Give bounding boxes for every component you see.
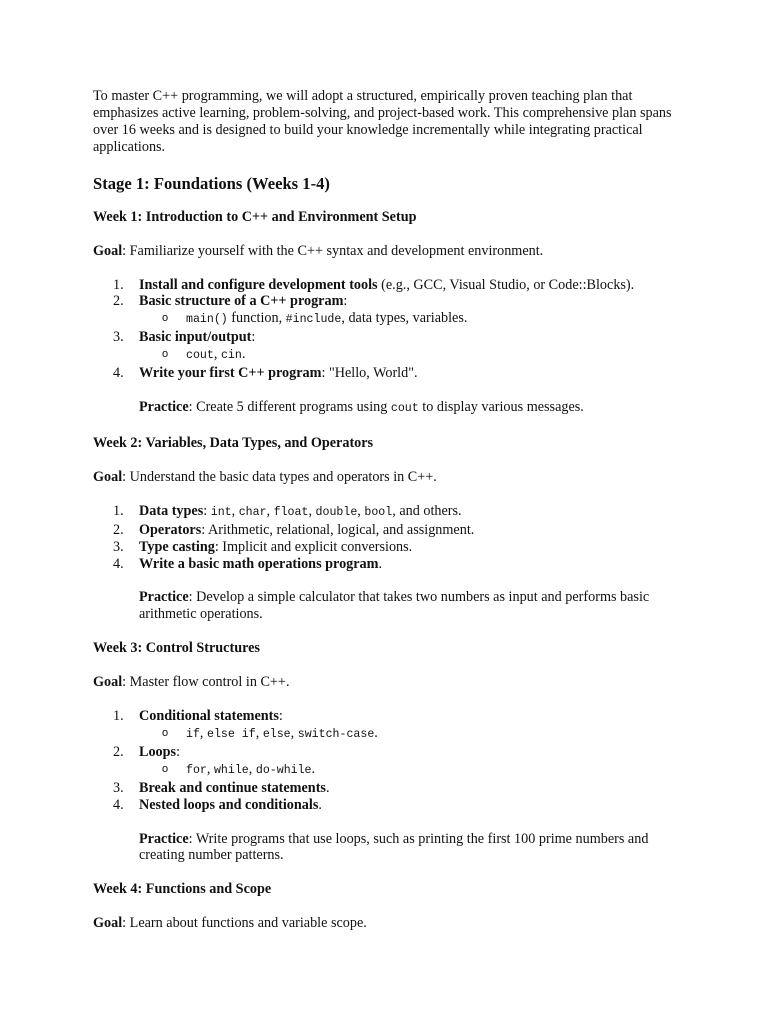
sub-item-text: , data types, variables. <box>341 310 468 327</box>
item-text: : <box>343 293 348 310</box>
sub-list-item <box>139 310 693 329</box>
separator: , <box>290 725 295 742</box>
item-text: . <box>325 779 330 796</box>
item-title: Loops <box>139 743 177 760</box>
code-snippet: while <box>213 763 249 777</box>
week-4-goal <box>93 915 693 932</box>
separator: . <box>311 760 316 777</box>
item-text: : <box>203 502 211 519</box>
item-number: 2. <box>113 293 124 310</box>
sub-list <box>139 725 693 744</box>
item-title: Write a basic math operations program <box>139 555 379 572</box>
list-item <box>93 329 693 365</box>
code-snippet: switch-case <box>297 728 375 742</box>
separator: , <box>206 760 211 777</box>
week-3-heading: Week 3: Control Structures <box>93 640 260 657</box>
bullet-icon: o <box>162 312 169 325</box>
week-1-list <box>93 277 693 382</box>
code-snippet: char <box>238 505 267 519</box>
week-2-heading: Week 2: Variables, Data Types, and Operators <box>93 434 374 451</box>
separator: , <box>248 760 253 777</box>
code-snippet: for <box>186 763 207 777</box>
week-3-goal <box>93 674 693 691</box>
list-item <box>93 780 693 797</box>
list-item <box>93 539 693 556</box>
week-3-list <box>93 708 693 813</box>
week-3-practice <box>139 831 693 865</box>
item-title: Break and continue statements <box>139 779 326 796</box>
practice-text: to display various messages. <box>418 398 584 415</box>
item-text: : <box>278 708 283 725</box>
item-title: Type casting <box>139 538 215 555</box>
list-item <box>93 708 693 744</box>
list-item <box>93 522 693 539</box>
separator: , <box>266 502 271 519</box>
item-text: , and others. <box>392 502 462 519</box>
bullet-icon: o <box>162 348 169 361</box>
week-2-goal-text: : Understand the basic data types and operators in C++. <box>122 468 437 485</box>
code-snippet: else <box>262 728 291 742</box>
sub-list <box>139 761 693 780</box>
separator: . <box>241 346 246 363</box>
code-snippet: if <box>186 728 200 742</box>
item-title: Conditional statements <box>139 708 279 725</box>
item-title: Install and configure development tools <box>139 276 378 293</box>
goal-label: Goal <box>93 242 123 259</box>
item-text: . <box>378 555 383 572</box>
item-title: Data types <box>139 502 204 519</box>
item-title: Basic structure of a C++ program <box>139 293 344 310</box>
separator: , <box>231 502 236 519</box>
list-item <box>93 797 693 814</box>
code-snippet: #include <box>285 313 342 327</box>
stage-1-heading: Stage 1: Foundations (Weeks 1-4) <box>93 173 330 193</box>
practice-text: : Write programs that use loops, such as printing the first 100 prime numbers and creating number patterns. <box>139 830 649 864</box>
separator: , <box>199 725 204 742</box>
code-snippet: cin <box>220 349 242 363</box>
week-1-goal <box>93 243 693 260</box>
code-snippet: cout <box>186 349 214 363</box>
practice-label: Practice <box>139 398 189 415</box>
item-title: Operators <box>139 521 202 538</box>
document-page <box>93 88 693 949</box>
item-number: 1. <box>113 708 124 725</box>
item-number: 1. <box>113 502 124 519</box>
week-2-practice <box>139 589 693 623</box>
code-snippet: bool <box>364 505 393 519</box>
code-snippet: float <box>273 505 309 519</box>
item-number: 3. <box>113 779 124 796</box>
item-text: . <box>318 796 322 813</box>
item-title: Basic input/output <box>139 329 252 346</box>
separator: , <box>255 725 260 742</box>
item-number: 4. <box>113 555 124 572</box>
separator: , <box>213 346 218 363</box>
sub-item-text: function, <box>227 310 286 327</box>
code-snippet: cout <box>390 401 419 415</box>
item-text: (e.g., GCC, Visual Studio, or Code::Blocks). <box>377 276 635 293</box>
list-item <box>93 365 693 382</box>
sub-list-item <box>139 346 693 365</box>
code-snippet: do-while <box>255 763 312 777</box>
practice-text: : Create 5 different programs using <box>188 398 391 415</box>
sub-list <box>139 346 693 365</box>
sub-list <box>139 310 693 329</box>
item-number: 3. <box>113 329 124 346</box>
item-title: Nested loops and conditionals <box>139 796 319 813</box>
sub-list-item <box>139 761 693 780</box>
item-number: 3. <box>113 538 124 555</box>
week-3-goal-text: : Master flow control in C++. <box>122 674 290 691</box>
week-1-goal-text: : Familiarize yourself with the C++ syntax and development environment. <box>122 242 544 259</box>
goal-label: Goal <box>93 674 123 691</box>
item-text: : Implicit and explicit conversions. <box>214 538 413 555</box>
week-4-goal-text: : Learn about functions and variable scope. <box>122 915 367 932</box>
list-item <box>93 277 693 294</box>
separator: , <box>357 502 361 519</box>
goal-label: Goal <box>93 468 123 485</box>
sub-list-item <box>139 725 693 744</box>
week-1-practice <box>139 399 693 418</box>
practice-text: : Develop a simple calculator that takes two numbers as input and performs basic arithmetic operations. <box>139 589 650 623</box>
goal-label: Goal <box>93 915 123 932</box>
item-title: Write your first C++ program <box>139 365 322 382</box>
code-snippet: else if <box>207 728 256 742</box>
list-item <box>93 744 693 780</box>
item-number: 2. <box>113 521 124 538</box>
item-text: : "Hello, World". <box>321 365 418 382</box>
code-snippet: main() <box>186 313 228 327</box>
list-item <box>93 556 693 573</box>
separator: , <box>308 502 312 519</box>
item-number: 4. <box>113 365 124 382</box>
item-text: : <box>176 743 181 760</box>
list-item <box>93 293 693 329</box>
practice-label: Practice <box>139 589 189 606</box>
bullet-icon: o <box>162 762 169 775</box>
week-1-heading: Week 1: Introduction to C++ and Environment Setup <box>93 208 417 225</box>
item-text: : <box>251 329 256 346</box>
intro-paragraph: To master C++ programming, we will adopt a structured, empirically proven teaching plan that emphasizes active learning, problem-solving, and project-based work. This comprehensive plan spans over 16 weeks and is designed to build your knowledge incrementally while integrating practical applications. <box>93 88 672 155</box>
item-number: 4. <box>113 796 124 813</box>
week-4-heading: Week 4: Functions and Scope <box>93 881 272 898</box>
code-snippet: int <box>210 505 232 519</box>
week-2-list <box>93 503 693 573</box>
item-text: : Arithmetic, relational, logical, and assignment. <box>201 521 475 538</box>
bullet-icon: o <box>162 727 169 740</box>
item-number: 2. <box>113 743 124 760</box>
separator: . <box>374 725 378 742</box>
practice-label: Practice <box>139 830 189 847</box>
code-snippet: double <box>315 505 358 519</box>
item-number: 1. <box>113 276 124 293</box>
list-item <box>93 503 693 522</box>
week-2-goal <box>93 469 693 486</box>
